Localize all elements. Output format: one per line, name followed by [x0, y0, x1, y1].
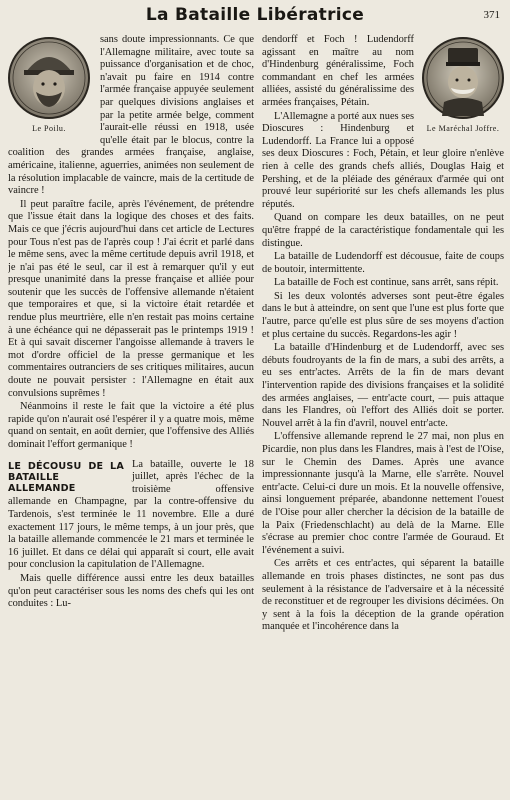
poilu-caption: Le Poilu.: [32, 124, 66, 133]
left-column: [8, 34, 254, 794]
right-paragraph-4: La bataille de Ludendorff est décousue, faite de coups de boutoir, intermittente.: [262, 251, 504, 275]
right-paragraph-8: L'offensive allemande reprend le 27 mai, non plus en Picardie, non plus dans les Flandres, mais à l'est de l'Oise, sur le Chemin des Dames. Après une avance impressionnante jusqu'à la Marne, elle s'arrête. Nouvel entr'acte. Celui-ci dure un mois. Et la nouvelle offensive, ainsi longuement préparée, abandonne nettement l'ouest de l'Oise pour aller chercher la décision de la bataille de la Paix (Friedenschlacht) au delà de la Marne. Elle s'écrase au premier choc contre l'armée de Gouraud. Et l'événement a suivi.: [262, 431, 504, 556]
poilu-portrait-image: [8, 34, 90, 122]
right-paragraph-1: dendorff et Foch ! Ludendorff agissant en maître au nom d'Hindenburg généralissime, Foch commandant en chef les armées alliées, assisté du généralissime des armées françaises, Pétain.: [262, 34, 414, 108]
portrait-joffre: [422, 34, 504, 142]
left-paragraph-2: Il peut paraître facile, après l'événement, de prétendre que l'issue était dans la logique des choses et des faits. Mais ce que j'écris aujourd'hui dans cet article de Lectures pour Tous n'est pas de l'après coup ! J'ai écrit et parlé dans le même sens, avec la même certitude depuis avril 1918, et je n'ai pas été le seul, car il est à remarquer qu'il y eut presque unanimité dans la presse française et alliée pour soutenir que les succès de l'offensive allemande n'étaient que temporaires et que, si la victoire était retardée et rendue plus meurtrière, elle n'en restait pas moins certaine à une échéance qui ne dépasserait pas le printemps 1919 ! Et à qui savait discerner l'angoisse allemande à travers le mot d'ordre officiel de la presse germanique et les commentaires outranciers de ses critiques militaires, aucun doute ne pouvait persister : l'Allemagne en était aux convulsions suprêmes !: [8, 198, 254, 399]
page-number: 371: [483, 9, 500, 21]
right-column: [262, 34, 504, 794]
section-paragraph-2: Mais quelle différence aussi entre les deux batailles qu'on peut caractériser sous les noms des chefs qui les ont conduites : Lu-: [8, 572, 254, 610]
section-title: LE DÉCOUSU DE LA BATAILLE ALLEMANDE: [8, 460, 124, 494]
right-paragraph-2: L'Allemagne a porté aux nues ses Dioscures : Hindenburg et Ludendorff. La France lui a opposé ses deux Dioscures : Foch, Pétain, et leur gloire n'enlève rien à celle des grands chefs alliés, Douglas Haig et Pershing, et de la pléiade des généraux d'armée qui ont prouvé leur supériorité sur les chefs allemands les plus réputés.: [262, 110, 504, 210]
left-paragraph-1: sans doute impressionnants. Ce que l'Allemagne militaire, avec toute sa puissance d'organisation et de choc, n'avait pu faire en 1914 contre l'armée française appuyée seulement par quelques divisions anglaises et par la petite armée belge, comment l'aurait-elle réussi en 1918, usée qu'elle était par le blocus, contre la coalition des grandes armées française, anglaise, américaine, italienne, aguerries, animées non seulement de la résolution implacable de vaincre, mais de la certitude de vaincre !: [8, 34, 254, 197]
page-header: [0, 0, 510, 30]
portrait-poilu: [8, 34, 90, 142]
left-paragraph-3: Néanmoins il reste le fait que la victoire a été plus rapide qu'on n'aurait osé l'espérer il y a quatre mois, même quand on sentait, en août dernier, que l'offensive des Alliés dominait l'effort germanique !: [8, 401, 254, 450]
joffre-portrait-image: [422, 34, 504, 122]
right-paragraph-7: La bataille d'Hindenburg et de Ludendorff, avec ses débuts foudroyants de la fin de mars, a subi des arrêts, a eu ses entr'actes. Arrêts de la fin de mars devant l'intervention rapide des divisions françaises et la solidité des armées anglaises, — entr'acte court, — puis attaque dans les Flandres, où l'effort des Alliés doit se porter. Nouvel arrêt à la fin d'avril, nouvel entr'acte.: [262, 342, 504, 429]
right-paragraph-3: Quand on compare les deux batailles, on ne peut qu'être frappé de la caractéristique fondamentale qui les distingue.: [262, 212, 504, 249]
right-paragraph-5: La bataille de Foch est continue, sans arrêt, sans répit.: [274, 277, 499, 289]
right-paragraph-9: Ces arrêts et ces entr'actes, qui séparent la bataille allemande en trois phases distinctes, ne sont pas dus seulement à la résistance de l'adversaire et à la nécessité de reconstituer et de regrouper les divisions décimées. On y sent à la fois la déception de la grande opération manquée et l'incohérence dans la: [262, 558, 504, 633]
right-paragraph-6: Si les deux volontés adverses sont peut-être égales dans le but à atteindre, on sent que l'une est plus forte que l'autre, parce qu'elle est plus sûre de ses moyens d'action et plus certaine du succès. Regardons-les agir !: [262, 290, 504, 340]
section-paragraph-1: La bataille, ouverte le 18 juillet, après l'échec de la troisième offensive allemande en Champagne, par la contre-offensive du Tardenois, s'est terminée le 11 novembre. Elle a duré exactement 117 jours, le même temps, à un jour près, que la bataille allemande commencée le 21 mars et terminée le 16 juillet. Et dans ce délai qui apparaît si court, elle avait pour conclusion la capitulation de l'Allemagne.: [8, 458, 254, 571]
joffre-caption: Le Maréchal Joffre.: [426, 124, 500, 133]
running-title: La Bataille Libératrice: [145, 5, 365, 25]
